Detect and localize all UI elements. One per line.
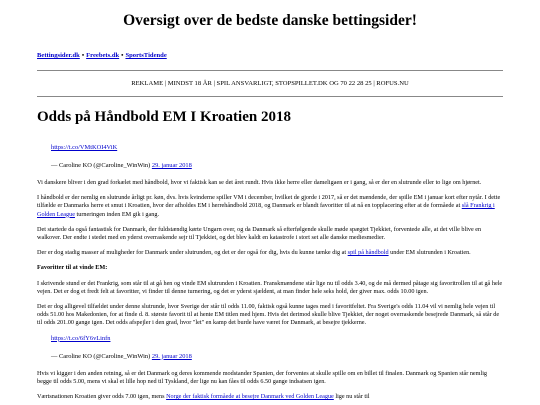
nav-separator: •: [81, 52, 85, 59]
nav-link-bettingsider[interactable]: Bettingsider.dk: [37, 52, 80, 59]
tweet-link[interactable]: https://t.co/6fY6vLinfn: [51, 334, 111, 342]
link-spil-haandbold[interactable]: spil på håndbold: [347, 249, 389, 257]
embedded-tweet-1: [51, 144, 503, 169]
site-title: Oversigt over de bedste danske bettingsider!: [123, 12, 417, 29]
section-heading-favoritter: Favoritter til at vinde EM:: [37, 264, 108, 272]
divider: [37, 96, 503, 97]
paragraph-text: turneringen inden EM gik i gang.: [74, 210, 159, 218]
paragraph-sverige: Det er dog alligevel tilfældet under denne slutrunde, hvor Sverige der står til odds 11.00, faktisk også kunne tages med i favoritfeltet. Fra Sverige's odds 11.04 vil vi nemlig hele vejen til odds 51.00 hos Makedonien, for at finde d. 8. største favorit til at hente EM titlen med hjem. Hvis det derimod skulle blive Tjekkiet, der noget overraskende besejrede Danmark, så står de til odds 201.00 gange igen. Det odds afspejler i den grad, hvor "let" en kamp det burde have været for Danmark, at besejre tjekkerne.: [37, 303, 500, 327]
paragraph-text: lige nu står til: [333, 393, 370, 401]
paragraph-start: Det startede da også fantastisk for Danmark, der fuldstændig kørte Ungarn over, og da Danmark så efterfølgende skulle møde spægtet Tjekkiet, forventede alle, at det ville blive en walkover. Der endte i stedet med en yderst overraskende sejr til Tjekkiet, og det blev kaldt en katastrofe i stort set alle danske mediesmedier.: [37, 225, 482, 242]
gambling-disclaimer: REKLAME | MINDST 18 ÅR | SPIL ANSVARLIGT, STOPSPILLET.DK OG 70 22 28 25 | ROFUS.NU: [131, 80, 409, 87]
link-golden-league[interactable]: slå Frankrig i Golden League: [37, 202, 495, 218]
divider: [37, 70, 503, 71]
paragraph-text: under EM slutrunden i Kroatien.: [388, 249, 471, 257]
post-title: Odds på Håndbold EM I Kroatien 2018: [37, 109, 291, 125]
paragraph-text: Værtsnationen Kroatien giver odds 7.00 igen, mens: [37, 393, 167, 401]
tweet-byline: — Caroline KO (@Caroline_WinWin): [51, 162, 151, 169]
embedded-tweet-2: [51, 335, 503, 360]
tweet-byline: — Caroline KO (@Caroline_WinWin): [51, 352, 151, 360]
paragraph-intro: Vi danskere bliver i den grad forkælet med håndbold, hvor vi faktisk kan se det året rundt. Hvis ikke herre eller dameligaen er i gang, så er der en slutrunde eller to lige om hjørnet.: [37, 179, 482, 186]
paragraph-danmark-spanien: Hvis vi kigger i den anden retning, så er det Danmark og deres kommende modstander Spanien, der forventes at skulle spille om en billet til finalen. Danmark og Spanien står nemlig begge til odds 5.00, mens vi skal et lille hop ned til Tyskland, der lige nu kan fåes til odds 6.50 gange indsatsen igen.: [37, 369, 488, 385]
top-nav: [37, 52, 503, 59]
paragraph-text: Der er dog stadig masser af muligheder for Danmark under slutrunden, og det er der også for dig, hvis du kunne tænke dig at: [37, 249, 348, 257]
tweet-link[interactable]: https://t.co/VMtKOI4ViK: [51, 144, 118, 151]
page: [37, 0, 503, 401]
paragraph-muligheder: [37, 249, 503, 257]
nav-link-sportstidende[interactable]: SportsTidende: [125, 52, 167, 59]
paragraph-frankrig: I skrivende stund er det Frankrig, som står til at gå hen og vinde EM slutrunden i Kroatien. Franskmændene står lige nu til odds 3.40, og de må dermed påtage sig favoritrollen til at gå hele vejen. Det er dog et fredt felt at favoritter, vi finder til denne turnering, og det er yderst sjældent, at man finder hele seks hold, der giver max. odds 10.00 igen.: [37, 279, 503, 295]
link-norge-golden-league[interactable]: Norge der faktisk formåede at besejre Danmark ved Golden League: [166, 393, 334, 401]
paragraph-kroatien: [37, 393, 503, 401]
paragraph-slutrunde: [37, 194, 503, 219]
nav-link-freebets[interactable]: Freebets.dk: [86, 52, 120, 59]
tweet-date-link[interactable]: 29. januar 2018: [151, 352, 192, 360]
nav-separator: •: [121, 52, 124, 59]
paragraph-text: I håndbold er der nemlig en slutrunde årligt pr. køn, dvs. hvis kvinderne spiller VM i december, hvilket de gjorde i 2017, så er det mændende, der spille EM i januar kort efter nytår. I dette tilfælde er Danmarks herre et smut i Kroatien, hvor der afholdes EM i herrehåndbold 2018, og Danmark er blandt favoritter til at nå en topplacering efter at de formåede at: [37, 194, 501, 210]
tweet-date-link[interactable]: 29. januar 2018: [151, 162, 192, 169]
